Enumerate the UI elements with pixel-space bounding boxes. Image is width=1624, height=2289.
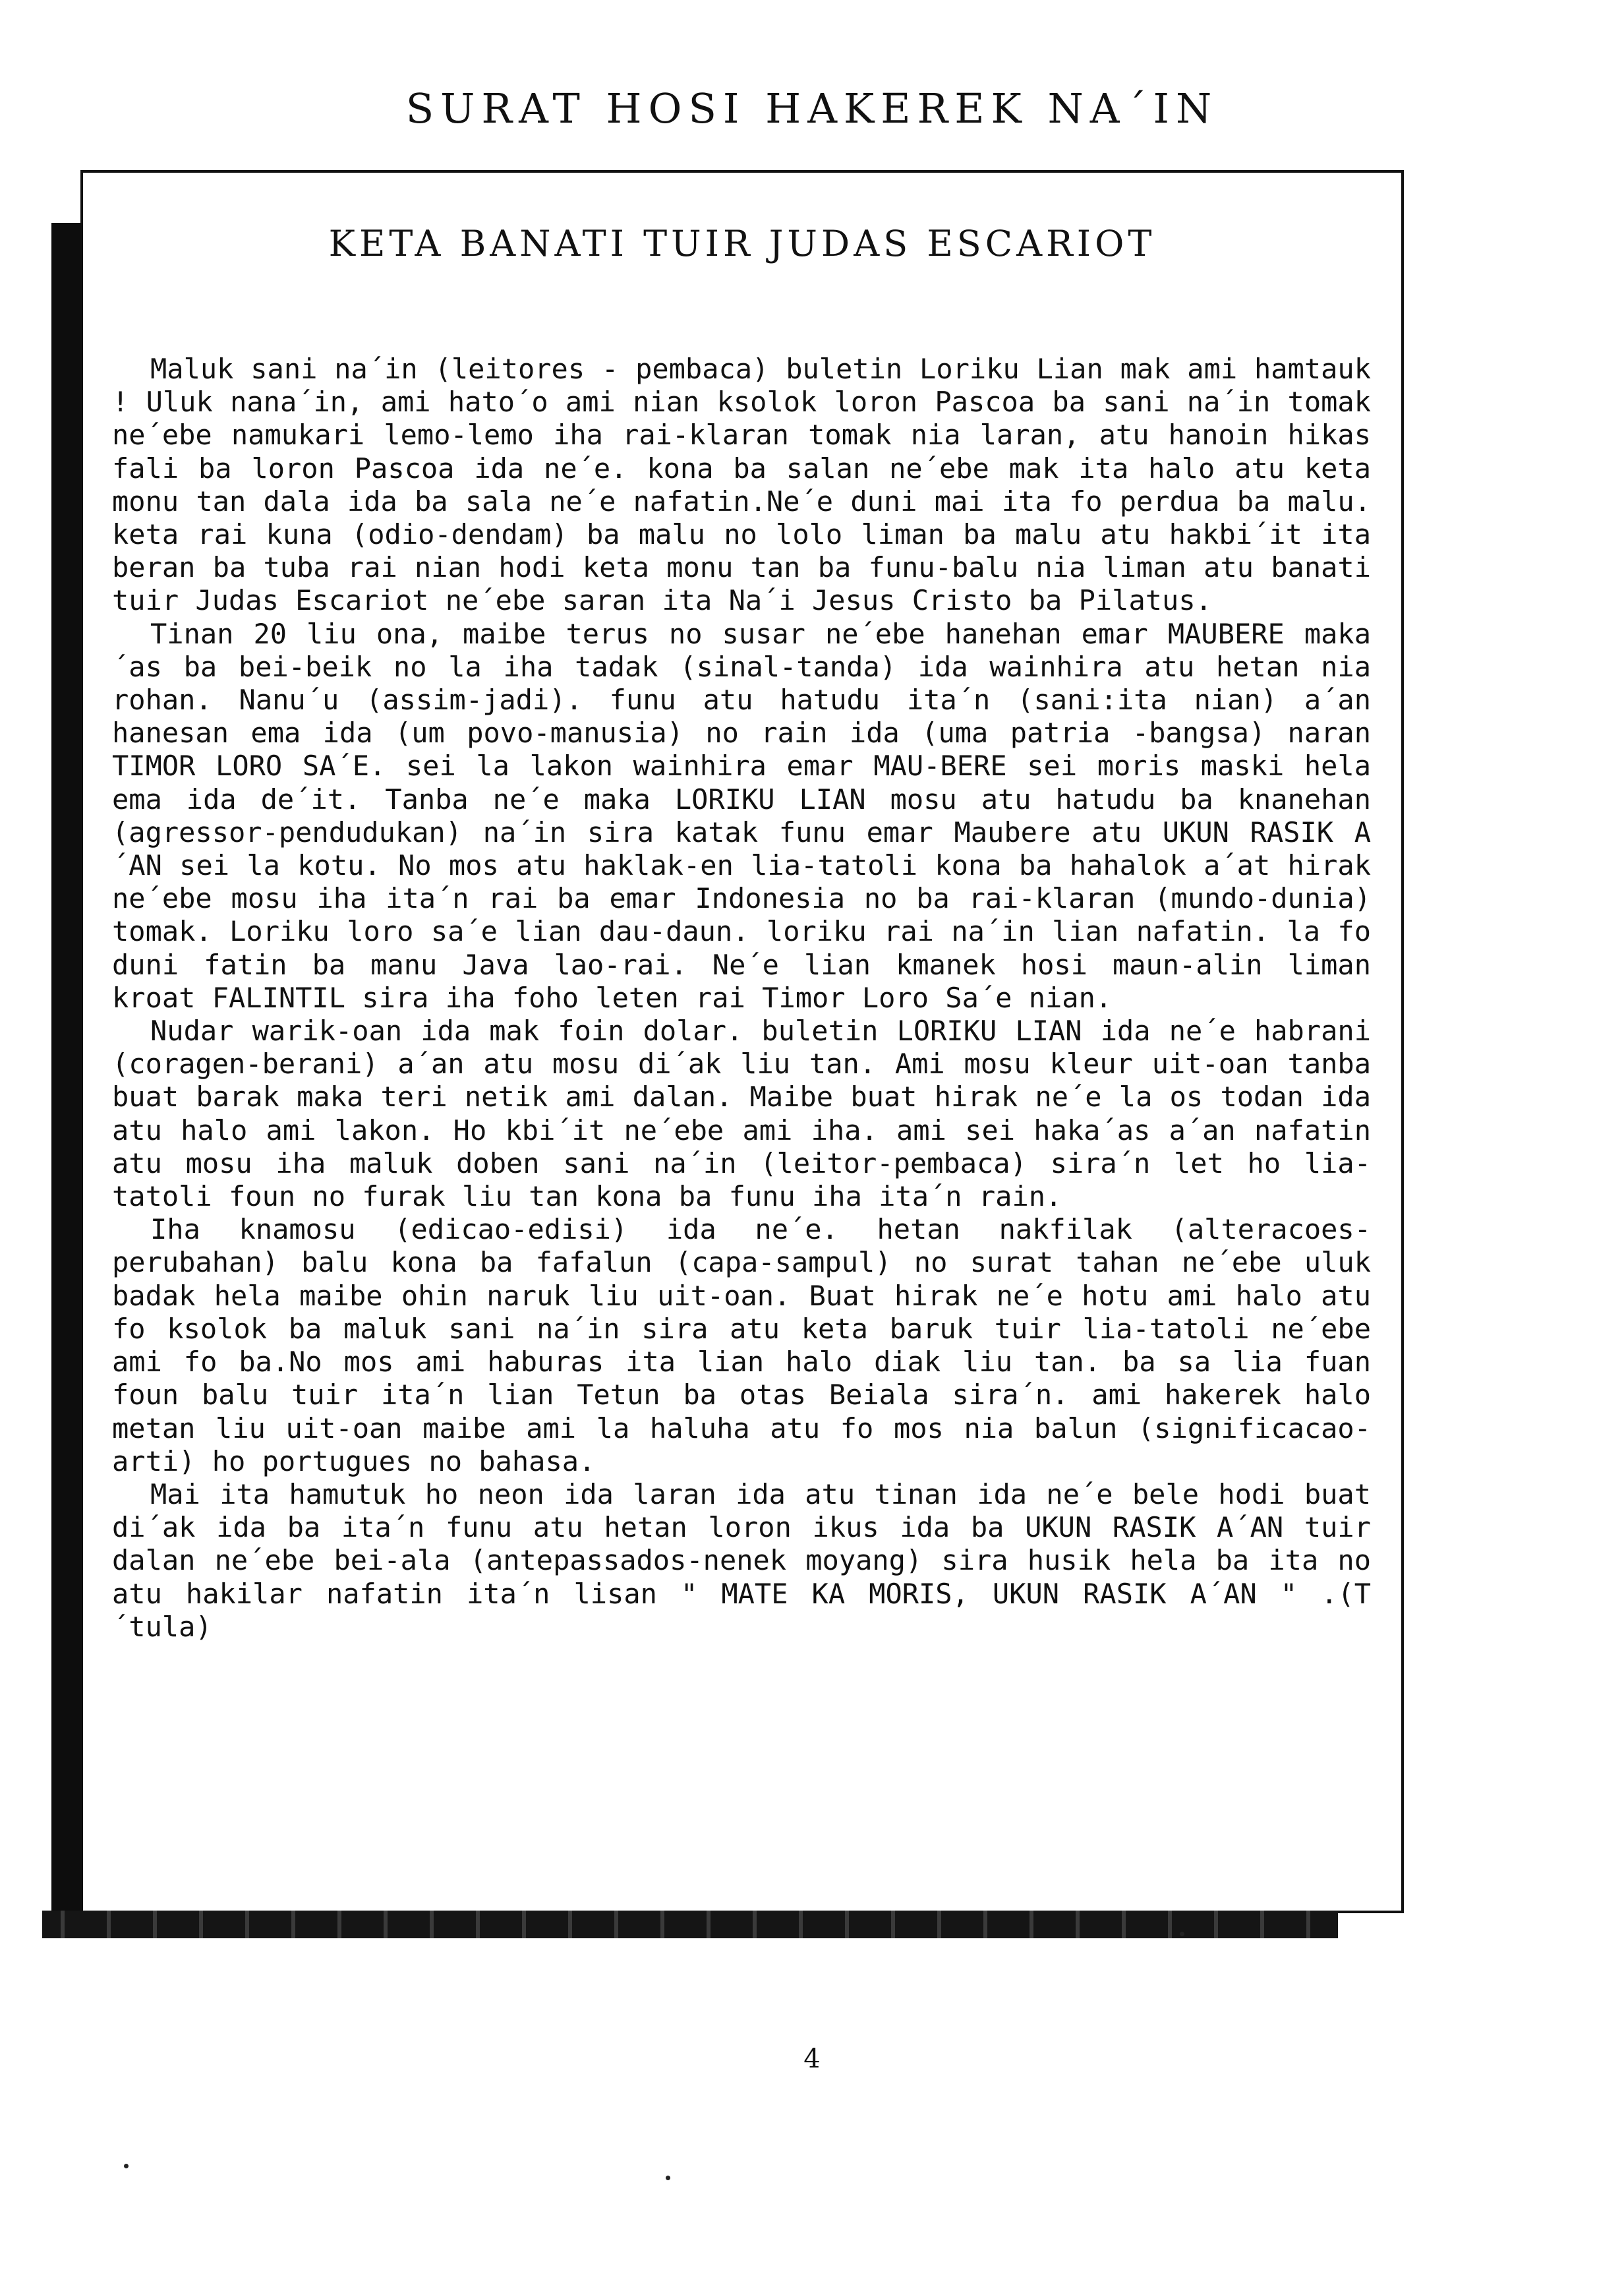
scan-speck xyxy=(1180,1932,1184,1936)
article-body xyxy=(112,353,1371,1644)
article-paragraph: Tinan 20 liu ona, maibe terus no susar ne´ebe hanehan emar MAUBERE maka´as ba bei-beik no la iha tadak (sinal-tanda) ida wainhira atu hetan nia rohan. Nanu´u (assim-jadi). funu atu hatudu ita´n (sani:ita nian) a´an hanesan ema ida (um povo-manusia) no rain ida (uma patria -bangsa) naran TIMOR LORO SA´E. sei la lakon wainhira emar MAU-BERE sei moris maski hela ema ida de´it. Tanba ne´e maka LORIKU LIAN mosu atu hatudu ba knanehan (agressor-pendudukan) na´in sira katak funu emar Maubere atu UKUN RASIK A´AN sei la kotu. No mos atu haklak-en lia-tatoli kona ba hahalok a´at hirak ne´ebe mosu iha ita´n rai ba emar Indonesia no ba rai-klaran (mundo-dunia) tomak. Loriku loro sa´e lian dau-daun. loriku rai na´in lian nafatin. la fo duni fatin ba manu Java lao-rai. Ne´e lian kmanek hosi maun-alin liman kroat FALINTIL sira iha foho leten rai Timor Loro Sa´e nian. xyxy=(112,617,1371,1014)
page-header-title: SURAT HOSI HAKEREK NA´IN xyxy=(405,84,1219,133)
article-paragraph: Maluk sani na´in (leitores - pembaca) buletin Loriku Lian mak ami hamtauk ! Uluk nana´in, ami hato´o ami nian ksolok loron Pascoa ba sani na´in tomak ne´ebe namukari lemo-lemo iha rai-klaran tomak nia laran, atu hanoin hikas fali ba loron Pascoa ida ne´e. kona ba salan ne´ebe mak ita halo atu keta monu tan dala ida ba sala ne´e nafatin.Ne´e duni mai ita fo perdua ba malu. keta rai kuna (odio-dendam) ba malu no lolo liman ba malu atu hakbi´it ita beran ba tuba rai nian hodi keta monu tan ba funu-balu nia liman atu banati tuir Judas Escariot ne´ebe saran ita Na´i Jesus Cristo ba Pilatus. xyxy=(112,353,1371,617)
scan-speck xyxy=(666,2176,670,2180)
frame-shadow-bottom xyxy=(42,1911,1338,1938)
frame-shadow-left xyxy=(51,223,80,1936)
article-paragraph: Nudar warik-oan ida mak foin dolar. buletin LORIKU LIAN ida ne´e habrani (coragen-berani) a´an atu mosu di´ak liu tan. Ami mosu kleur uit-oan tanba buat barak maka teri netik ami dalan. Maibe buat hirak ne´e la os todan ida atu halo ami lakon. Ho kbi´it ne´ebe ami iha. ami sei haka´as a´an nafatin atu mosu iha maluk doben sani na´in (leitor-pembaca) sira´n let ho lia-tatoli foun no furak liu tan kona ba funu iha ita´n rain. xyxy=(112,1015,1371,1213)
article-title: KETA BANATI TUIR JUDAS ESCARIOT xyxy=(328,223,1156,264)
article-paragraph: Iha knamosu (edicao-edisi) ida ne´e. hetan nakfilak (alteracoes-perubahan) balu kona ba fafalun (capa-sampul) no surat tahan ne´ebe uluk badak hela maibe ohin naruk liu uit-oan. Buat hirak ne´e hotu ami halo atu fo ksolok ba maluk sani na´in sira atu keta baruk tuir lia-tatoli ne´ebe ami fo ba.No mos ami haburas ita lian halo diak liu tan. ba sa lia fuan foun balu tuir ita´n lian Tetun ba otas Beiala sira´n. ami hakerek halo metan liu uit-oan maibe ami la haluha atu fo mos nia balun (significacao-arti) ho portugues no bahasa. xyxy=(112,1213,1371,1477)
article-paragraph: Mai ita hamutuk ho neon ida laran ida atu tinan ida ne´e bele hodi buat di´ak ida ba ita´n funu atu hetan loron ikus ida ba UKUN RASIK A´AN tuir dalan ne´ebe bei-ala (antepassados-nenek moyang) sira husik hela ba ita no atu hakilar nafatin ita´n lisan " MATE KA MORIS, UKUN RASIK A´AN " .(T´tula) xyxy=(112,1477,1371,1643)
page-number: 4 xyxy=(803,2044,821,2074)
scan-speck xyxy=(124,2164,129,2168)
